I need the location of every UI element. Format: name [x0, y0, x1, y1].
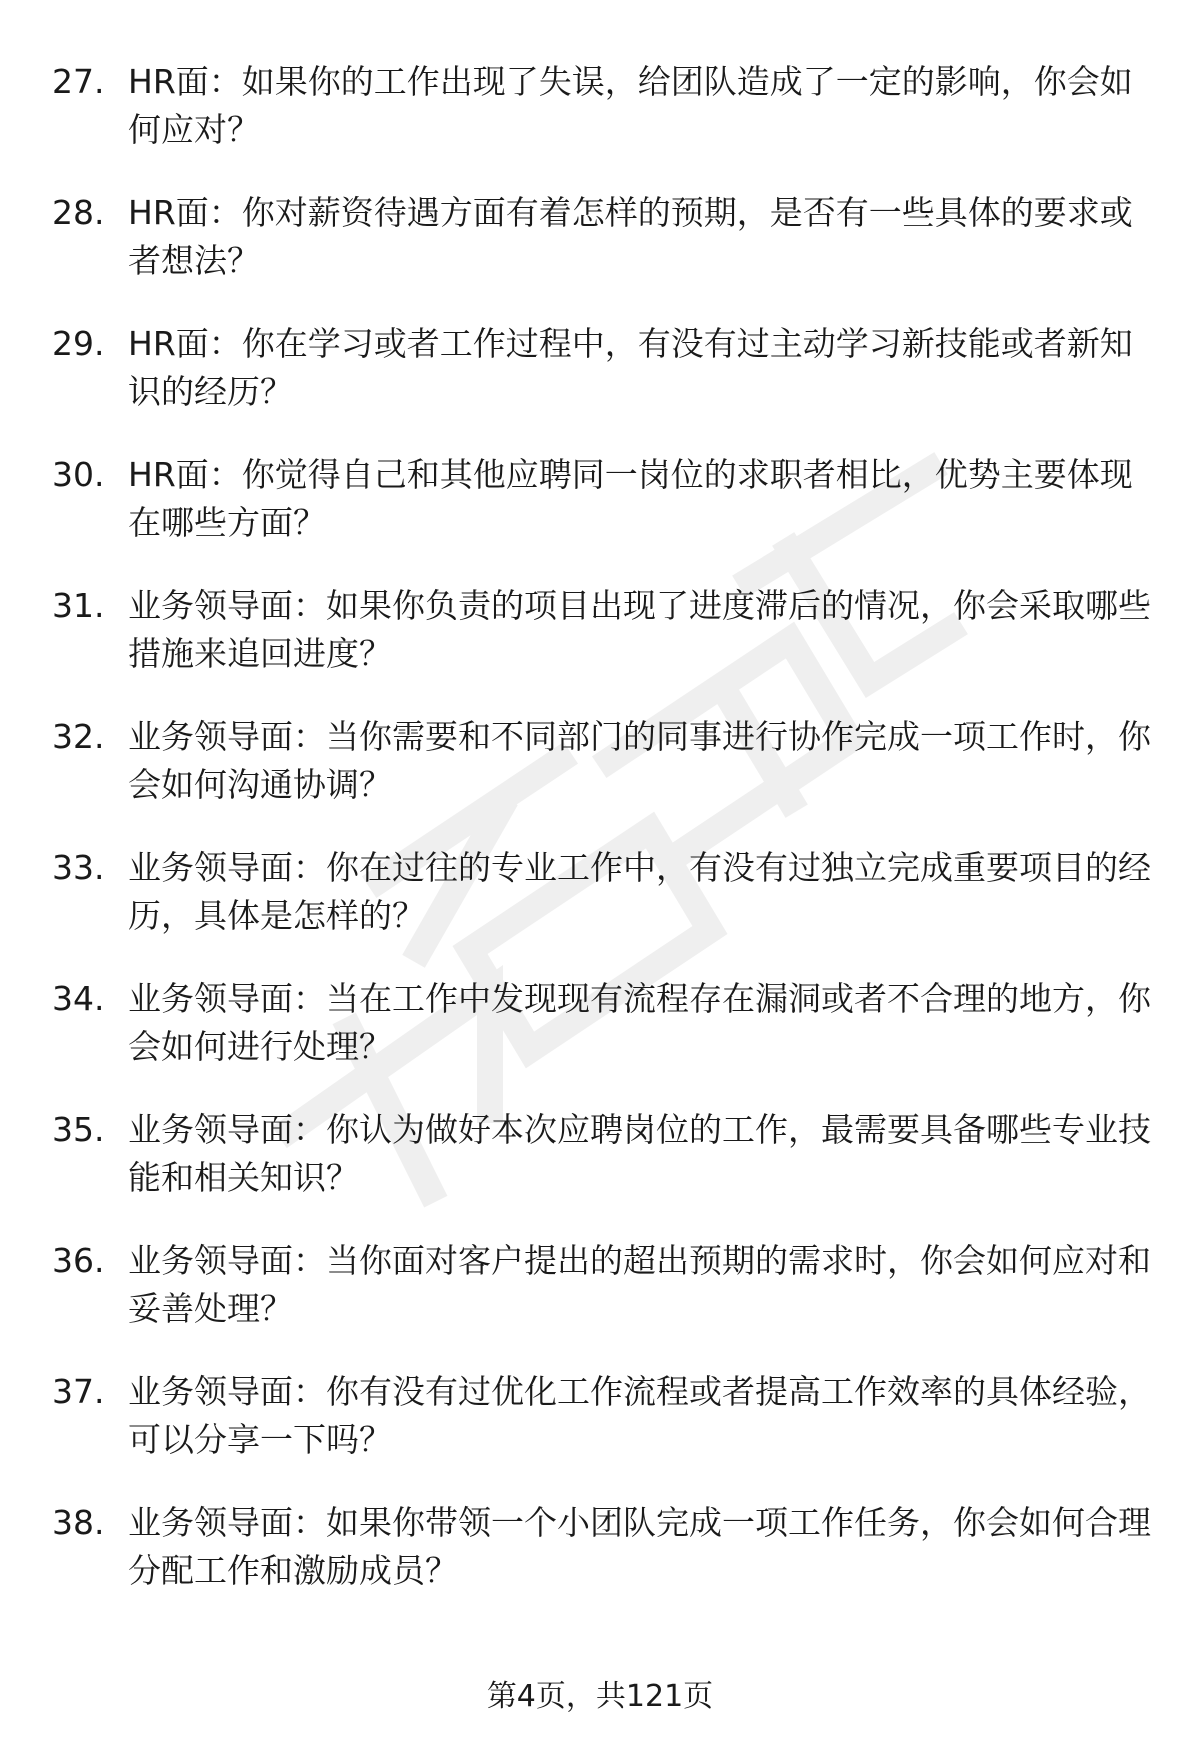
question-text: HR面：如果你的工作出现了失误，给团队造成了一定的影响，你会如何应对？: [128, 62, 1133, 149]
list-item: [0, 1368, 1200, 1499]
question-text: HR面：你对薪资待遇方面有着怎样的预期，是否有一些具体的要求或者想法？: [128, 193, 1133, 280]
question-list: [0, 58, 1200, 1630]
list-item: [0, 1499, 1200, 1630]
question-number: 33.: [52, 848, 105, 887]
question-number: 27.: [52, 62, 105, 101]
list-item: [0, 58, 1200, 189]
question-number: 38.: [52, 1503, 105, 1542]
question-number: 35.: [52, 1110, 105, 1149]
list-item: [0, 713, 1200, 844]
question-text: HR面：你在学习或者工作过程中，有没有过主动学习新技能或者新知识的经历？: [128, 324, 1133, 411]
question-text: 业务领导面：如果你负责的项目出现了进度滞后的情况，你会采取哪些措施来追回进度？: [128, 586, 1151, 673]
question-number: 34.: [52, 979, 105, 1018]
question-number: 28.: [52, 193, 105, 232]
question-text: 业务领导面：如果你带领一个小团队完成一项工作任务，你会如何合理分配工作和激励成员？: [128, 1503, 1151, 1590]
list-item: [0, 582, 1200, 713]
list-item: [0, 844, 1200, 975]
question-number: 36.: [52, 1241, 105, 1280]
question-text: 业务领导面：你在过往的专业工作中，有没有过独立完成重要项目的经历，具体是怎样的？: [128, 848, 1151, 935]
list-item: [0, 975, 1200, 1106]
list-item: [0, 189, 1200, 320]
question-text: 业务领导面：你有没有过优化工作流程或者提高工作效率的具体经验，可以分享一下吗？: [128, 1372, 1151, 1459]
page-footer: 第4页，共121页: [486, 1679, 714, 1714]
question-text: HR面：你觉得自己和其他应聘同一岗位的求职者相比，优势主要体现在哪些方面？: [128, 455, 1133, 542]
question-number: 30.: [52, 455, 105, 494]
question-text: 业务领导面：你认为做好本次应聘岗位的工作，最需要具备哪些专业技能和相关知识？: [128, 1110, 1151, 1197]
list-item: [0, 320, 1200, 451]
question-number: 31.: [52, 586, 105, 625]
question-text: 业务领导面：当你面对客户提出的超出预期的需求时，你会如何应对和妥善处理？: [128, 1241, 1151, 1328]
question-number: 37.: [52, 1372, 105, 1411]
question-text: 业务领导面：当在工作中发现现有流程存在漏洞或者不合理的地方，你会如何进行处理？: [128, 979, 1151, 1066]
list-item: [0, 1237, 1200, 1368]
list-item: [0, 451, 1200, 582]
question-number: 32.: [52, 717, 105, 756]
question-number: 29.: [52, 324, 105, 363]
list-item: [0, 1106, 1200, 1237]
question-text: 业务领导面：当你需要和不同部门的同事进行协作完成一项工作时，你会如何沟通协调？: [128, 717, 1151, 804]
